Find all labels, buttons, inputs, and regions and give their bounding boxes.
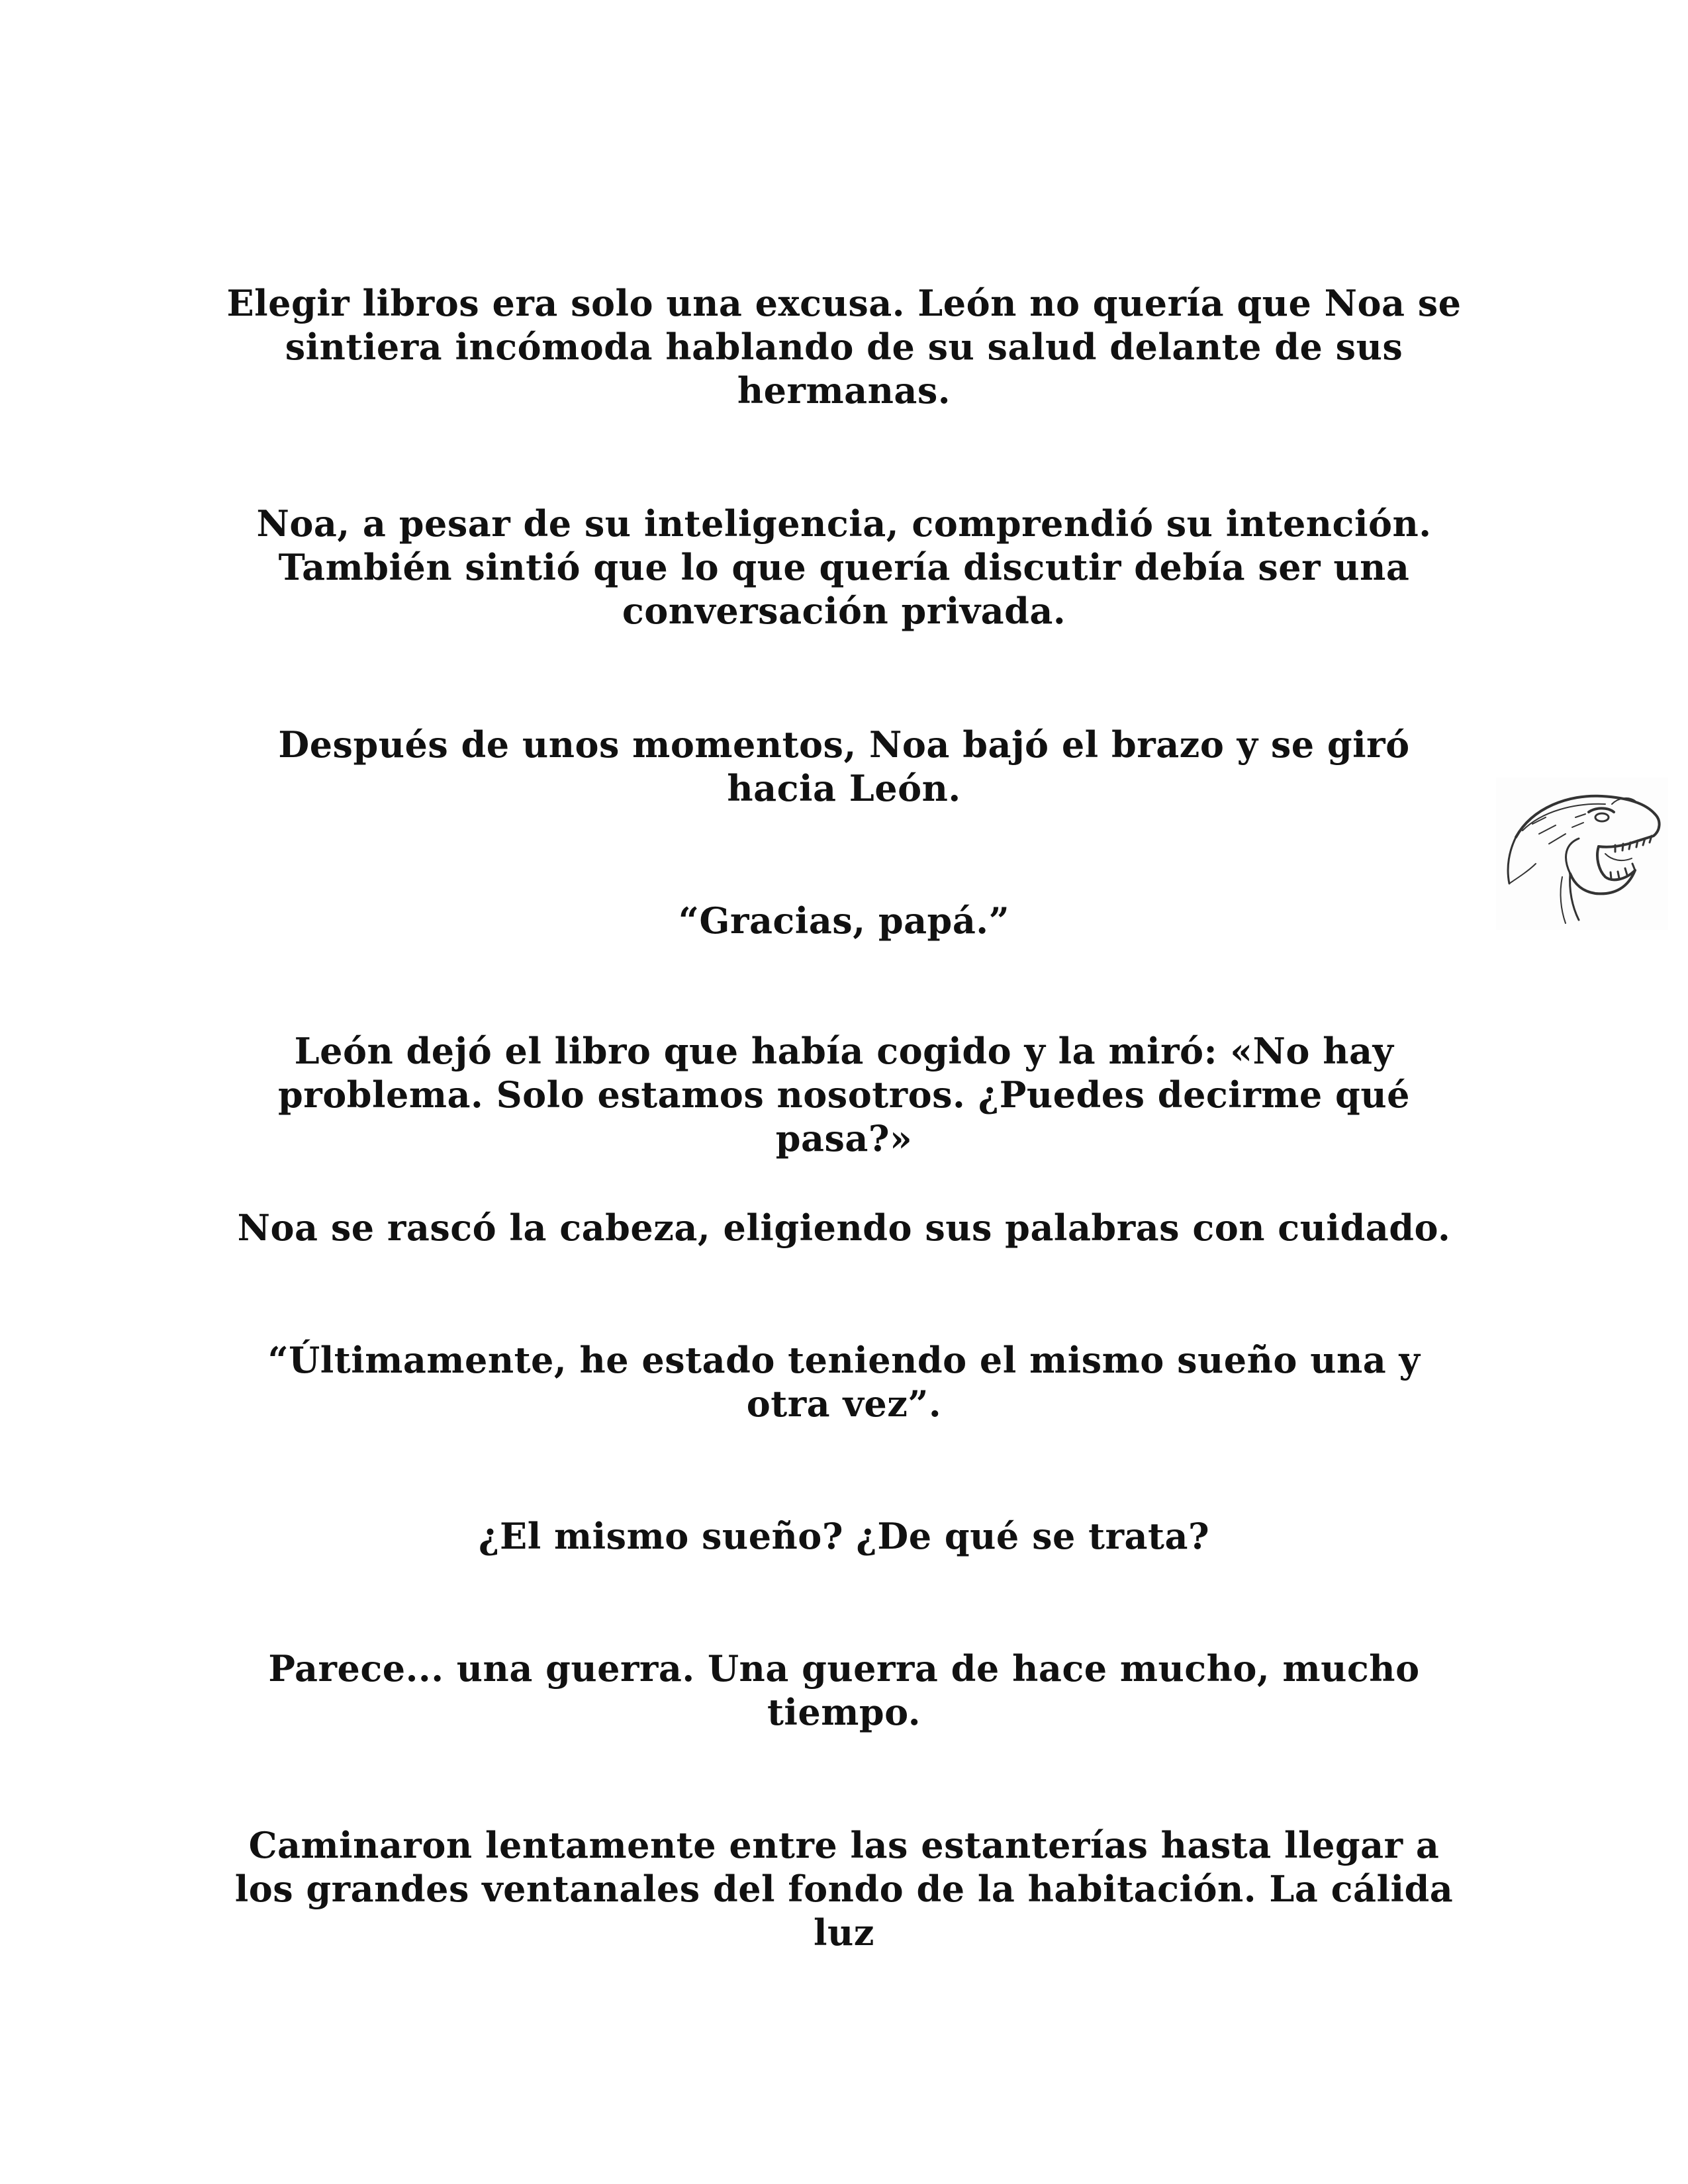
paragraph-2: Noa, a pesar de su inteligencia, comprendió su intención. También sintió que lo que quería discutir debía ser una conversación privada. bbox=[256, 502, 1432, 632]
paragraph-6: Noa se rascó la cabeza, eligiendo sus palabras con cuidado. bbox=[237, 1206, 1451, 1249]
paragraph-10: Caminaron lentamente entre las estanterías hasta llegar a los grandes ventanales del fondo de la habitación. La cálida luz bbox=[234, 1824, 1454, 1954]
paragraph-1: Elegir libros era solo una excusa. León no quería que Noa se sintiera incómoda hablando de su salud delante de sus hermanas. bbox=[226, 282, 1462, 412]
paragraph-4: “Gracias, papá.” bbox=[678, 899, 1010, 942]
paragraph-9: Parece... una guerra. Una guerra de hace mucho, mucho tiempo. bbox=[268, 1647, 1420, 1733]
paragraph-7: “Últimamente, he estado teniendo el mismo sueño una y otra vez”. bbox=[267, 1339, 1421, 1425]
paragraph-3: Después de unos momentos, Noa bajó el brazo y se giró hacia León. bbox=[278, 723, 1410, 809]
paragraph-8: ¿El mismo sueño? ¿De qué se trata? bbox=[478, 1515, 1210, 1557]
paragraph-5: León dejó el libro que había cogido y la miró: «No hay problema. Solo estamos nosotros. ¿Puedes decirme qué pasa?» bbox=[278, 1030, 1410, 1160]
dinosaur-head-sketch-icon bbox=[1496, 778, 1668, 930]
